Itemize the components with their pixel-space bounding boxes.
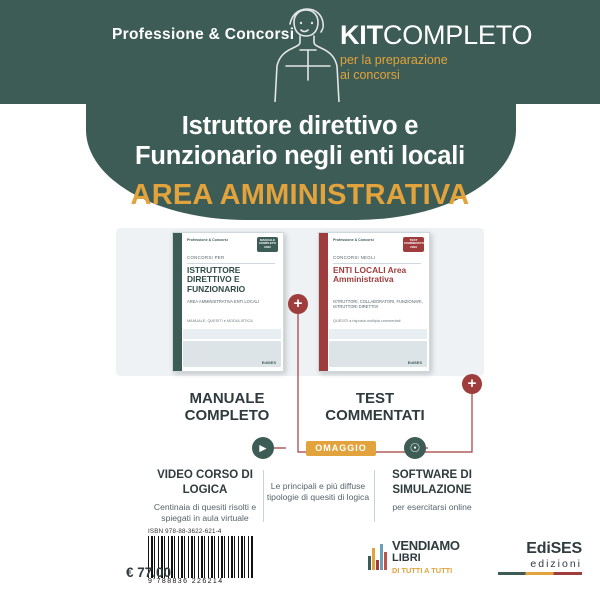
book-spine [173,233,182,371]
book-subtitle: AREA AMMINISTRATIVA ENTI LOCALI [187,299,259,304]
page-title [0,112,600,171]
book-rule [333,263,421,264]
book-eyebrow: CONCORSI NEGLI [333,255,376,260]
price-label: € 77,00 [126,565,172,580]
caption-manuale-line2: COMPLETO [184,407,270,425]
vendiamolibri-bars-icon [368,540,388,570]
book-rule [187,263,275,264]
caption-manuale [152,390,302,425]
book-brand: Professione & Concorsi [187,238,228,242]
series-label: Professione & Concorsi [112,26,295,43]
book-brand: Professione & Concorsi [333,238,374,242]
barcode-number: 9 788836 226214 [148,578,224,585]
title-block [0,112,600,212]
book-manuale [172,232,284,372]
caption-test-line1: TEST [355,390,395,407]
publisher-sub: edizioni [530,558,582,570]
title-accent: AREA AMMINISTRATIVA [130,179,470,212]
plus-icon-center: + [288,294,308,314]
vendiamolibri-line3: DI TUTTI A TUTTI [392,566,453,575]
feature-software-title: SOFTWARE DI SIMULAZIONE [392,469,472,496]
feature-video-title: VIDEO CORSO DI LOGICA [157,469,253,496]
book-foot-strip [183,329,281,339]
caption-test [300,390,450,425]
vendiamolibri-line2: LIBRI [392,552,421,564]
kit-strong: KIT [340,20,383,50]
book-title: ENTI LOCALI Area Amministrativa [333,265,407,285]
kit-light: COMPLETO [382,20,533,50]
book-footer-line1: QUESITI a risposta multipla commentati [333,319,401,323]
feature-software [378,468,486,513]
publisher-logo [526,540,582,570]
book-title: ISTRUTTORE DIRETTIVO E FUNZIONARIO [187,265,246,294]
book-test [318,232,430,372]
feature-video-body: Centinaia di quesiti risolti e spiegati in aula virtuale [153,501,257,524]
book-badge: MANUALE COMPLETO 2023 [257,237,278,252]
title-line-1: Istruttore direttivo e [181,112,419,140]
software-icon: ☉ [404,437,426,459]
isbn-text: ISBN 978-88-3622-621-4 [148,528,222,535]
caption-test-line2: COMMENTATI [325,407,425,425]
publisher-color-bar [498,572,582,575]
book-publisher: EdiSES [407,360,422,365]
book-publisher: EdiSES [261,360,276,365]
title-line-2: Funzionario negli enti locali [135,141,465,170]
book-foot-strip [329,329,427,339]
omaggio-badge: OMAGGIO [306,441,376,456]
kit-subtitle-line2: ai concorsi [340,67,400,82]
feature-logic-body: Le principali e più diffuse tipologie di quesiti di logica [266,481,370,503]
vendiamolibri-logo [366,534,458,578]
feature-logic [266,481,370,504]
video-icon: ► [252,437,274,459]
book-subtitle: ISTRUTTORI, COLLABORATORI, FUNZIONARI, ISTRUTTORI DIRETTIVI [333,299,423,310]
publisher-name: EdiSES [526,540,582,557]
book-eyebrow: CONCORSI PER [187,255,225,260]
feature-video [150,468,260,525]
plus-icon-right: + [462,374,482,394]
feature-divider-2 [374,470,375,522]
book-badge: TEST COMMENTATI 2023 [403,237,424,252]
vendiamolibri-line1: VENDIAMO [392,538,460,553]
kit-subtitle-line1: per la preparazione [340,53,448,67]
book-spine [319,233,328,371]
book-footer-line1: MANUALE, QUESITI e MODULISTICA [187,319,253,323]
feature-divider-1 [263,470,264,522]
caption-manuale-line1: MANUALE [189,390,265,407]
feature-software-body: per esercitarsi online [392,501,472,512]
